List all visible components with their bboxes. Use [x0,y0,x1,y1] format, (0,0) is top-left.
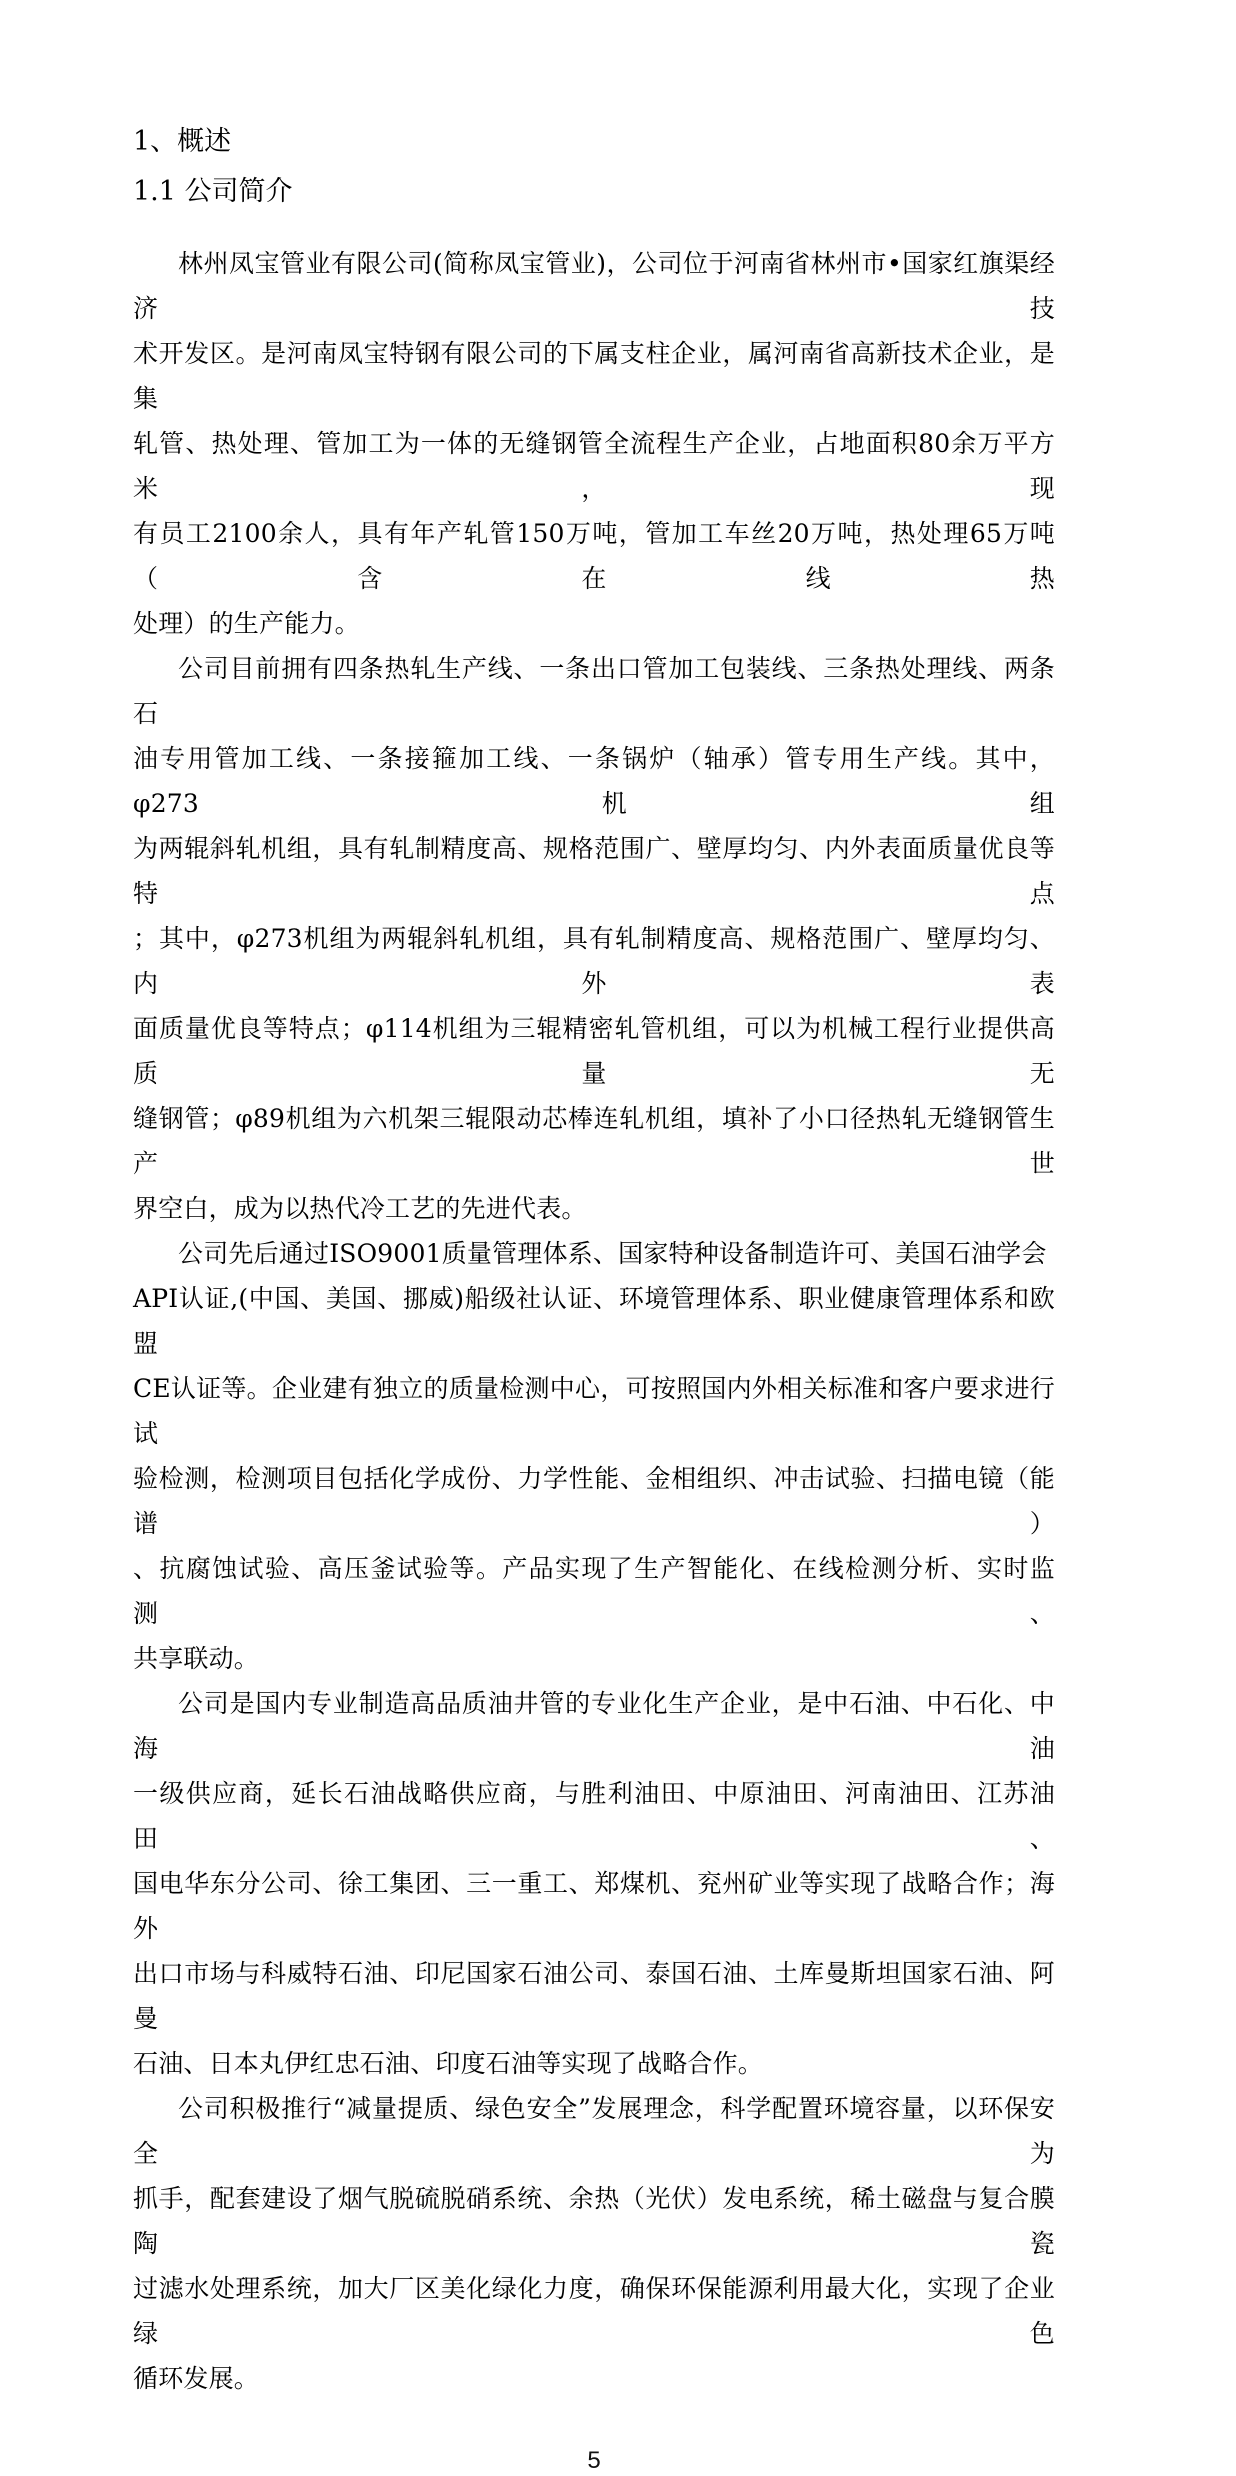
paragraph-line: 轧管、热处理、管加工为一体的无缝钢管全流程生产企业，占地面积80余万平方米，现 [133,429,1055,503]
paragraph-line: 出口市场与科威特石油、印尼国家石油公司、泰国石油、土库曼斯坦国家石油、阿曼 [133,1959,1055,2033]
paragraph-line: 面质量优良等特点；φ114机组为三辊精密轧管机组，可以为机械工程行业提供高质量无 [133,1014,1055,1088]
paragraph-line: API认证,(中国、美国、挪威)船级社认证、环境管理体系、职业健康管理体系和欧盟 [133,1284,1055,1358]
document-body [133,241,1055,2401]
paragraph [133,646,1055,1231]
paragraph [133,1681,1055,2086]
paragraph-line: ；其中，φ273机组为两辊斜轧机组，具有轧制精度高、规格范围广、壁厚均匀、内外表 [133,924,1055,998]
paragraph-line: 国电华东分公司、徐工集团、三一重工、郑煤机、兖州矿业等实现了战略合作；海外 [133,1869,1055,1943]
paragraph-line: 处理）的生产能力。 [133,609,360,638]
paragraph-line: 共享联动。 [133,1644,260,1673]
section-heading: 1、概述 [133,126,232,157]
paragraph-line: 验检测，检测项目包括化学成份、力学性能、金相组织、冲击试验、扫描电镜（能谱） [133,1464,1055,1538]
paragraph-line: 一级供应商，延长石油战略供应商，与胜利油田、中原油田、河南油田、江苏油田、 [133,1779,1055,1853]
page-number: 5 [587,2447,601,2474]
paragraph-line: 公司先后通过ISO9001质量管理体系、国家特种设备制造许可、美国石油学会 [178,1239,1047,1268]
paragraph [133,2086,1055,2401]
page-footer [133,2446,1055,2476]
paragraph-line: 术开发区。是河南凤宝特钢有限公司的下属支柱企业，属河南省高新技术企业，是集 [133,339,1055,413]
paragraph-line: 循环发展。 [133,2364,260,2393]
paragraph-line: 界空白，成为以热代冷工艺的先进代表。 [133,1194,587,1223]
paragraph-line: 抓手，配套建设了烟气脱硫脱硝系统、余热（光伏）发电系统，稀土磁盘与复合膜陶瓷 [133,2184,1055,2258]
paragraph-line: 为两辊斜轧机组，具有轧制精度高、规格范围广、壁厚均匀、内外表面质量优良等特点 [133,834,1055,908]
paragraph-line: 公司目前拥有四条热轧生产线、一条出口管加工包装线、三条热处理线、两条石 [133,654,1055,728]
paragraph-line: 公司是国内专业制造高品质油井管的专业化生产企业，是中石油、中石化、中海油 [133,1689,1055,1763]
paragraph-line: 公司积极推行“减量提质、绿色安全”发展理念，科学配置环境容量，以环保安全为 [133,2094,1055,2168]
paragraph-line: 有员工2100余人，具有年产轧管150万吨，管加工车丝20万吨，热处理65万吨（含在线热 [133,519,1055,593]
paragraph-line: 缝钢管；φ89机组为六机架三辊限动芯棒连轧机组，填补了小口径热轧无缝钢管生产世 [133,1104,1055,1178]
paragraph-line: 林州凤宝管业有限公司(简称凤宝管业)，公司位于河南省林州市•国家红旗渠经济技 [133,249,1055,323]
paragraph-line: 、抗腐蚀试验、高压釜试验等。产品实现了生产智能化、在线检测分析、实时监测、 [133,1554,1055,1628]
paragraph-line: 石油、日本丸伊红忠石油、印度石油等实现了战略合作。 [133,2049,764,2078]
paragraph-line: CE认证等。企业建有独立的质量检测中心，可按照国内外相关标准和客户要求进行试 [133,1374,1055,1448]
paragraph [133,1231,1055,1681]
paragraph-line: 过滤水处理系统，加大厂区美化绿化力度，确保环保能源利用最大化，实现了企业绿色 [133,2274,1055,2348]
subsection-heading: 1.1 公司简介 [133,176,293,207]
paragraph-line: 油专用管加工线、一条接箍加工线、一条锅炉（轴承）管专用生产线。其中，φ273机组 [133,744,1055,818]
paragraph [133,241,1055,646]
